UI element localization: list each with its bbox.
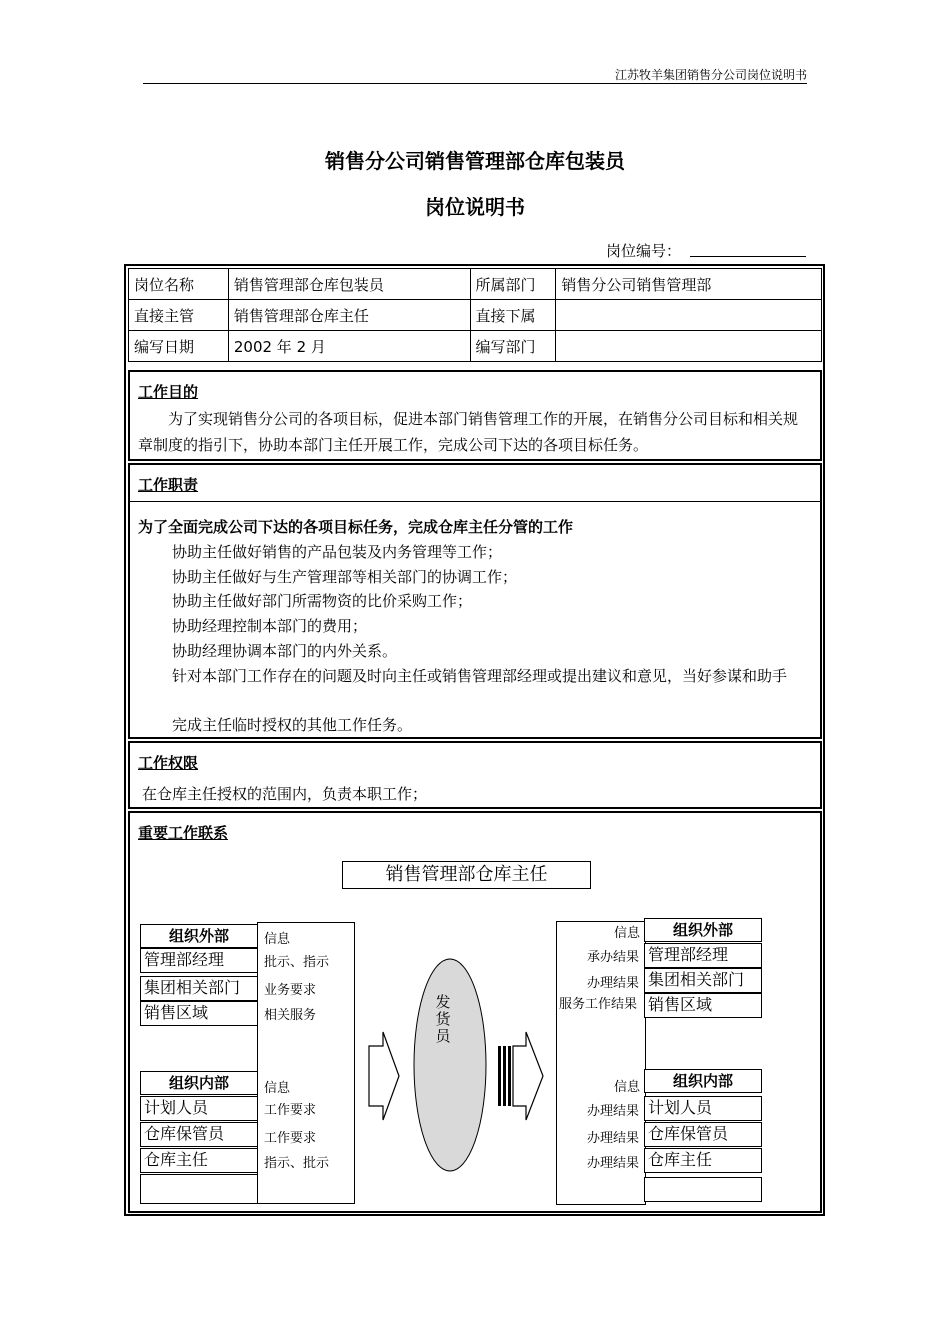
left-external-item: 销售区域 — [140, 1001, 258, 1026]
duties-section: 工作职责 为了全面完成公司下达的各项目标任务，完成仓库主任分管的工作 协助主任做好销售的产品包装及内务管理等工作； 协助主任做好与生产管理部等相关部门的协调工作； 协助主任做好部门所需物资的比价采购工作； 协助经理控制本部门的费用； 协助经理协调本部门的内外关系。 针对本部门工作存在的问题及时向主任或销售管理部经理或提出建议和意见，当好参谋和助手 完成主任临时授权的其他工作任务。 — [128, 463, 822, 739]
header-rule — [143, 83, 807, 84]
section-title: 工作权限 — [138, 754, 199, 772]
center-ellipse — [412, 957, 488, 1173]
table-row — [129, 331, 822, 362]
left-external-item: 集团相关部门 — [140, 976, 258, 1001]
value-cell: 2002 年 2 月 — [228, 331, 470, 362]
label-cell: 岗位名称 — [129, 269, 229, 300]
right-external-item: 集团相关部门 — [644, 968, 762, 993]
right-external-head: 组织外部 — [644, 918, 762, 942]
value-cell: 销售管理部仓库包装员 — [228, 269, 470, 300]
right-arrow-icon — [496, 1030, 546, 1122]
label-cell: 所属部门 — [470, 269, 556, 300]
page-title: 销售分公司销售管理部仓库包装员 — [325, 149, 625, 173]
flow-label: 承办结果 — [587, 950, 640, 965]
left-internal-item: 仓库保管员 — [140, 1122, 258, 1147]
flow-label: 业务要求 — [264, 983, 317, 998]
right-external-item: 管理部经理 — [644, 943, 762, 968]
section-title: 重要工作联系 — [138, 824, 229, 842]
purpose-text: 为了实现销售分公司的各项目标，促进本部门销售管理工作的开展，在销售分公司目标和相关规章制度的指引下，协助本部门主任开展工作，完成公司下达的各项目标任务。 — [138, 410, 799, 454]
table-row — [129, 269, 822, 300]
flow-label: 信息 — [264, 932, 291, 947]
label-cell: 编写日期 — [129, 331, 229, 362]
flow-label: 工作要求 — [264, 1131, 317, 1146]
left-arrow-icon — [366, 1030, 402, 1122]
purpose-section — [128, 370, 822, 461]
value-cell — [556, 331, 822, 362]
info-table — [128, 268, 822, 362]
label-cell: 直接下属 — [470, 300, 556, 331]
flow-label: 工作要求 — [264, 1103, 317, 1118]
flow-label: 批示、指示 — [264, 955, 330, 970]
page-subtitle: 岗位说明书 — [425, 195, 525, 219]
flow-label: 相关服务 — [264, 1008, 317, 1023]
left-external-item: 管理部经理 — [140, 948, 258, 973]
authority-section — [128, 741, 822, 809]
left-internal-head: 组织内部 — [140, 1071, 258, 1095]
value-cell — [556, 300, 822, 331]
label-cell: 编写部门 — [470, 331, 556, 362]
flow-label: 办理结果 — [587, 976, 640, 991]
table-row — [129, 300, 822, 331]
right-internal-head: 组织内部 — [644, 1069, 762, 1093]
section-title: 工作职责 — [138, 476, 199, 494]
flow-label: 信息 — [614, 1080, 641, 1095]
left-internal-blank — [140, 1174, 258, 1204]
left-external-head: 组织外部 — [140, 924, 258, 948]
position-number-blank — [690, 256, 806, 257]
duties-heading: 为了全面完成公司下达的各项目标任务，完成仓库主任分管的工作 — [138, 518, 574, 536]
flow-label: 信息 — [614, 926, 641, 941]
right-internal-item: 仓库保管员 — [644, 1122, 762, 1147]
document-header: 江苏牧羊集团销售分公司岗位说明书 — [614, 68, 807, 82]
right-internal-blank — [644, 1177, 762, 1202]
right-internal-item: 仓库主任 — [644, 1148, 762, 1173]
left-internal-item: 仓库主任 — [140, 1148, 258, 1173]
supervisor-box: 销售管理部仓库主任 — [342, 861, 591, 889]
authority-text: 在仓库主任授权的范围内，负责本职工作； — [142, 785, 428, 803]
left-internal-item: 计划人员 — [140, 1096, 258, 1121]
divider — [130, 501, 820, 502]
right-external-item: 销售区域 — [644, 993, 762, 1018]
right-internal-item: 计划人员 — [644, 1096, 762, 1121]
flow-label: 办理结果 — [587, 1104, 640, 1119]
label-cell: 直接主管 — [129, 300, 229, 331]
value-cell: 销售管理部仓库主任 — [228, 300, 470, 331]
flow-label: 服务工作结果 — [559, 997, 638, 1012]
section-title: 工作目的 — [138, 383, 199, 401]
flow-label: 信息 — [264, 1081, 291, 1096]
value-cell: 销售分公司销售管理部 — [556, 269, 822, 300]
flow-label: 办理结果 — [587, 1131, 640, 1146]
position-number-label: 岗位编号： — [606, 242, 682, 260]
center-role: 发货员 — [435, 993, 451, 1045]
flow-label: 指示、批示 — [264, 1156, 330, 1171]
flow-label: 办理结果 — [587, 1156, 640, 1171]
